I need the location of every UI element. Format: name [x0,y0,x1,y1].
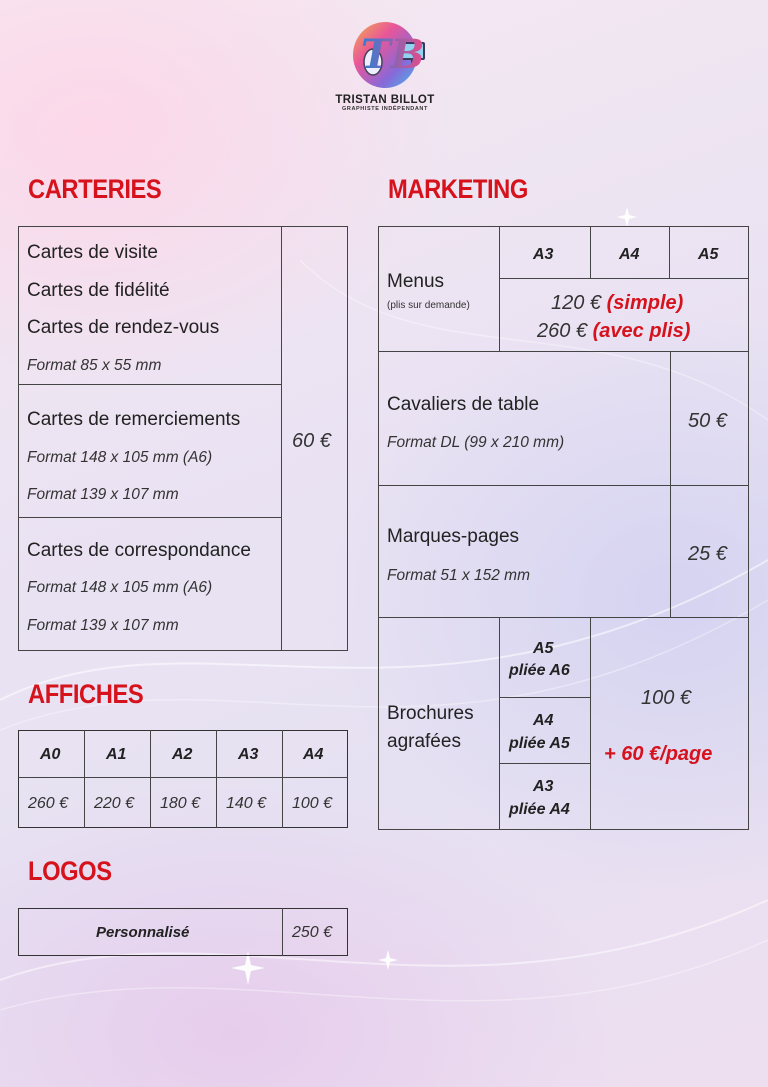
col-a2: A2 [172,746,193,763]
marques-pages-cell [378,485,671,618]
menus-note: (plis sur demande) [387,300,470,311]
brand-tagline: GRAPHISTE INDÉPENDANT [342,106,428,112]
col-a0: A0 [40,746,61,763]
price-a1: 220 € [94,795,135,812]
brochure-fold-a6: pliée A6 [509,662,570,679]
format-139x107: Format 139 x 107 mm [27,486,179,503]
brochure-size-a4: A4 [533,712,554,729]
menus-price-simple-value: 120 € [551,292,602,314]
cavaliers-label: Cavaliers de table [387,394,540,415]
marketing-heading: MARKETING [388,174,528,204]
marques-pages-format: Format 51 x 152 mm [387,567,530,584]
carteries-heading: CARTERIES [28,174,162,204]
format-a6: Format 148 x 105 mm (A6) [27,579,213,596]
item-cartes-remerciements: Cartes de remerciements [27,409,241,430]
brand-name: TRISTAN BILLOT [335,94,435,106]
menus-price-plis-tag: (avec plis) [592,320,691,342]
brochures-price-cell [590,617,749,830]
item-cartes-correspondance: Cartes de correspondance [27,540,251,561]
brochure-size-a5: A5 [533,640,554,657]
brochure-size-a3: A3 [533,778,554,795]
menus-price-simple [551,292,683,315]
brand-logo [330,18,440,112]
brochure-fold-a4: pliée A4 [509,801,570,818]
price-a4: 100 € [292,795,333,812]
menus-label: Menus [387,271,445,292]
col-a4: A4 [303,746,324,763]
format-85x55: Format 85 x 55 mm [27,357,162,374]
marques-pages-label: Marques-pages [387,526,520,547]
brochures-price: 100 € [641,687,692,709]
format-139x107: Format 139 x 107 mm [27,617,179,634]
menus-price-plis [537,320,690,343]
carteries-price: 60 € [292,430,331,452]
menus-price-simple-tag: (simple) [606,292,684,314]
logo-item-personnalise: Personnalisé [96,924,190,941]
brochures-extra-per-page: + 60 €/page [604,743,713,765]
price-a2: 180 € [160,795,201,812]
cavaliers-price: 50 € [688,410,727,432]
item-cartes-fidelite: Cartes de fidélité [27,280,170,301]
affiches-heading: AFFICHES [28,679,144,709]
logos-heading: LOGOS [28,856,112,886]
menus-col-a4: A4 [619,246,640,263]
cavaliers-cell [378,351,671,486]
col-a3: A3 [238,746,259,763]
col-a1: A1 [106,746,127,763]
brochure-fold-a5: pliée A5 [509,735,570,752]
menus-col-a3: A3 [533,246,554,263]
logo-price: 250 € [292,924,333,941]
brochures-label-line1: Brochures [387,703,474,724]
price-a3: 140 € [226,795,267,812]
svg-text:TB: TB [361,31,425,78]
item-cartes-rendez-vous: Cartes de rendez-vous [27,317,220,338]
menus-col-a5: A5 [698,246,719,263]
brochures-label-line2: agrafées [387,731,461,752]
price-a0: 260 € [28,795,69,812]
menus-price-plis-value: 260 € [537,320,588,342]
cavaliers-format: Format DL (99 x 210 mm) [387,434,565,451]
format-a6: Format 148 x 105 mm (A6) [27,449,213,466]
marques-pages-price: 25 € [688,543,727,565]
tb-monogram-logo [339,18,431,92]
item-cartes-visite: Cartes de visite [27,242,158,263]
